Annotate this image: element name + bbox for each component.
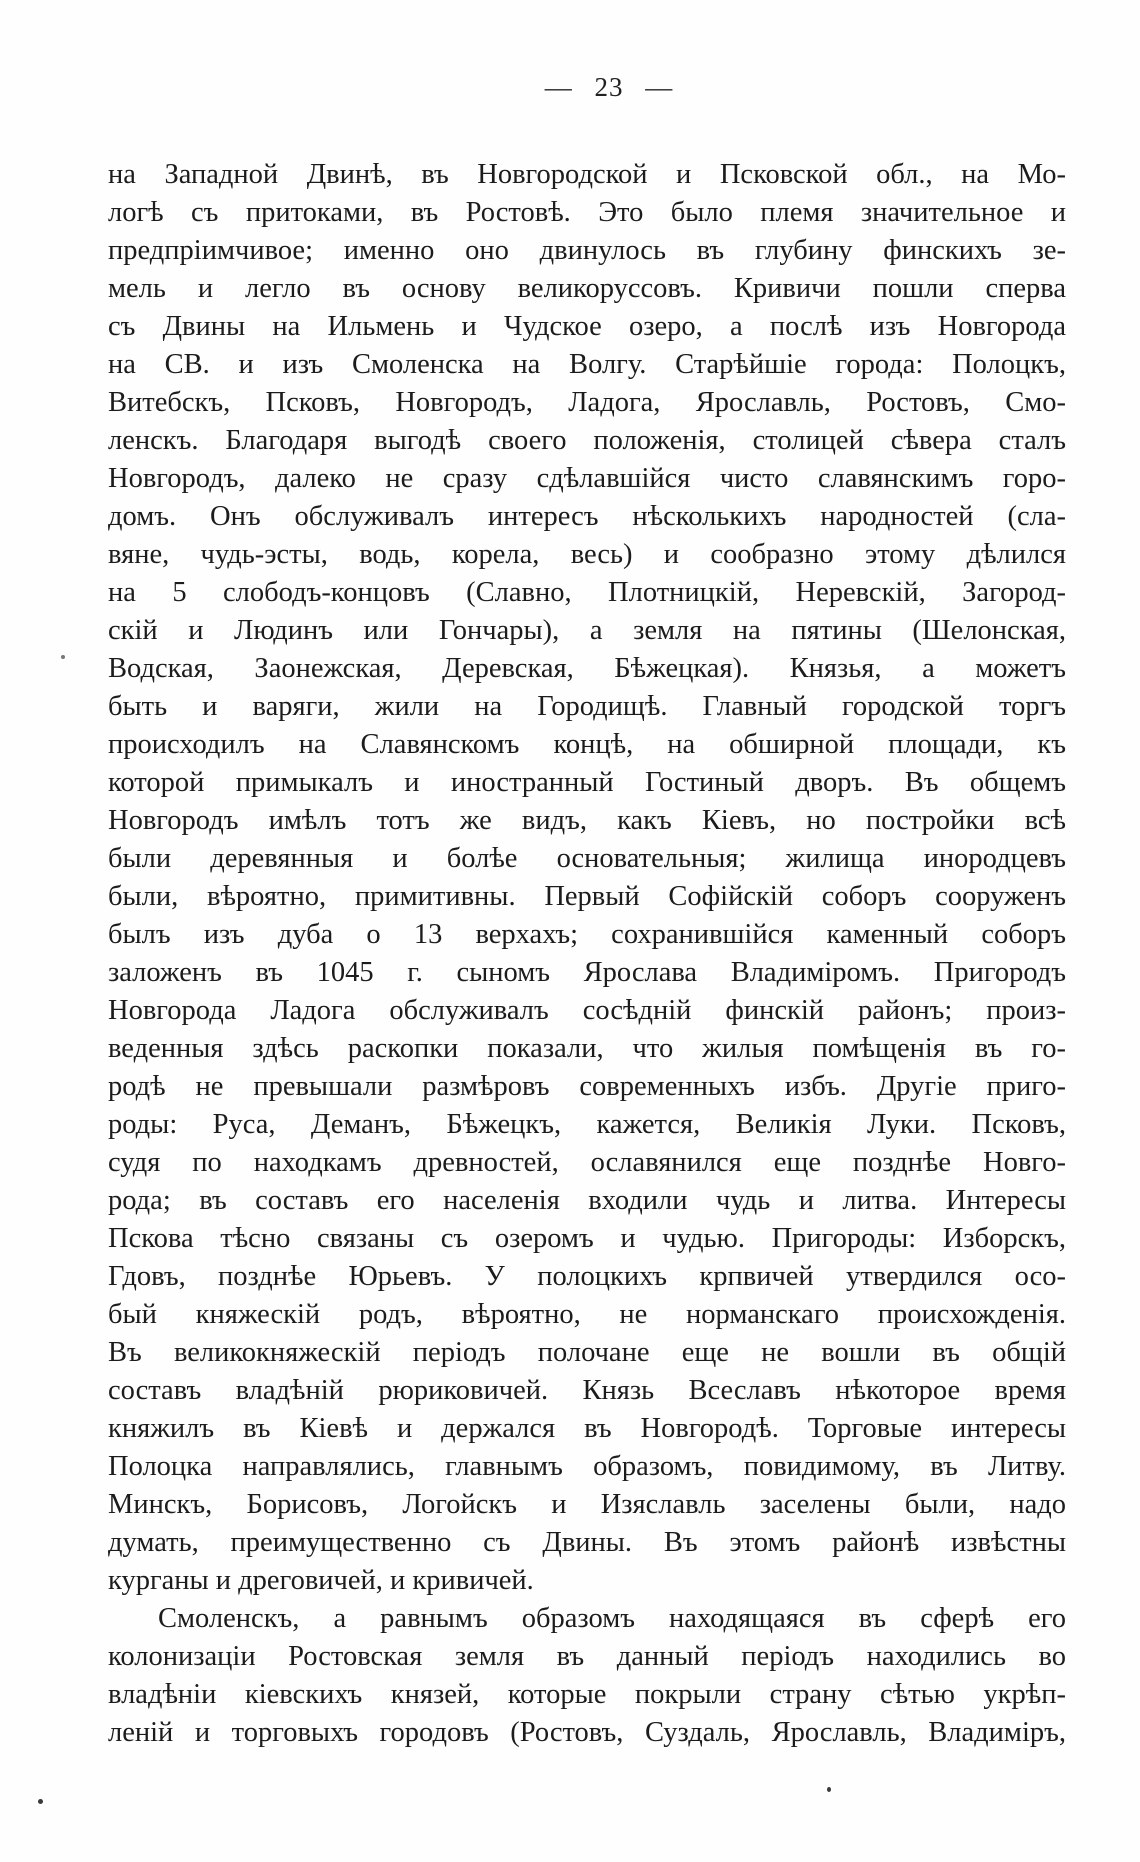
text-line: курганы и дреговичей, и кривичей. bbox=[108, 1565, 534, 1596]
text-line: рода; въ составъ его населенія входили чудь и литва. Интересы bbox=[108, 1185, 1066, 1216]
text-line: судя по находкамъ древностей, ославянился еще позднѣе Новго- bbox=[108, 1147, 1066, 1178]
text-line: на Западной Двинѣ, въ Новгородской и Псковской обл., на Мо- bbox=[108, 159, 1066, 190]
text-line: вяне, чудь-эсты, водь, корела, весь) и сообразно этому дѣлился bbox=[108, 539, 1066, 570]
scan-speck bbox=[38, 1799, 43, 1804]
text-line: колонизаціи Ростовская земля въ данный періодъ находились во bbox=[108, 1641, 1066, 1672]
text-line: мель и легло въ основу великоруссовъ. Кривичи пошли сперва bbox=[108, 273, 1066, 304]
text-line: былъ изъ дуба о 13 верхахъ; сохранившійся каменный соборъ bbox=[108, 919, 1066, 950]
text-line: Смоленскъ, а равнымъ образомъ находящаяся въ сферѣ его bbox=[158, 1603, 1066, 1634]
text-line: логѣ съ притоками, въ Ростовѣ. Это было племя значительное и bbox=[108, 197, 1066, 228]
text-line: княжилъ въ Кіевѣ и держался въ Новгородѣ. Торговые интересы bbox=[108, 1413, 1066, 1444]
text-line: Новгородъ, далеко не сразу сдѣлавшійся чисто славянскимъ горо- bbox=[108, 463, 1066, 494]
text-line: ленскъ. Благодаря выгодѣ своего положенія, столицей сѣвера сталъ bbox=[108, 425, 1066, 456]
text-line: Полоцка направлялись, главнымъ образомъ, повидимому, въ Литву. bbox=[108, 1451, 1066, 1482]
text-line: на СВ. и изъ Смоленска на Волгу. Старѣйшіе города: Полоцкъ, bbox=[108, 349, 1066, 380]
text-line: леній и торговыхъ городовъ (Ростовъ, Суздаль, Ярославль, Владиміръ, bbox=[108, 1717, 1066, 1748]
text-line: которой примыкалъ и иностранный Гостиный дворъ. Въ общемъ bbox=[108, 767, 1066, 798]
page-text bbox=[108, 156, 1066, 1752]
text-line: были деревянныя и болѣе основательныя; жилища инородцевъ bbox=[108, 843, 1066, 874]
text-line: составъ владѣній рюриковичей. Князь Всеславъ нѣкоторое время bbox=[108, 1375, 1066, 1406]
text-line: веденныя здѣсь раскопки показали, что жилыя помѣщенія въ го- bbox=[108, 1033, 1066, 1064]
text-line: Витебскъ, Псковъ, Новгородъ, Ладога, Ярославль, Ростовъ, Смо- bbox=[108, 387, 1066, 418]
text-line: роды: Руса, Деманъ, Бѣжецкъ, кажется, Великія Луки. Псковъ, bbox=[108, 1109, 1066, 1140]
text-line: съ Двины на Ильмень и Чудское озеро, а послѣ изъ Новгорода bbox=[108, 311, 1066, 342]
text-line: Въ великокняжескій періодъ полочане еще не вошли въ общій bbox=[108, 1337, 1066, 1368]
text-line: были, вѣроятно, примитивны. Первый Софійскій соборъ сооруженъ bbox=[108, 881, 1066, 912]
scan-speck bbox=[61, 655, 65, 659]
text-line: владѣніи кіевскихъ князей, которые покрыли страну сѣтью укрѣп- bbox=[108, 1679, 1066, 1710]
text-line: домъ. Онъ обслуживалъ интересъ нѣсколькихъ народностей (сла- bbox=[108, 501, 1066, 532]
page-number: — 23 — bbox=[544, 72, 674, 102]
text-line: бый княжескій родъ, вѣроятно, не норманскаго происхожденія. bbox=[108, 1299, 1066, 1330]
text-line: Новгорода Ладога обслуживалъ сосѣдній финскій районъ; произ- bbox=[108, 995, 1066, 1026]
text-line: Новгородъ имѣлъ тотъ же видъ, какъ Кіевъ, но постройки всѣ bbox=[108, 805, 1066, 836]
text-line: Пскова тѣсно связаны съ озеромъ и чудью. Пригороды: Изборскъ, bbox=[108, 1223, 1066, 1254]
scan-speck bbox=[827, 1787, 831, 1792]
text-line: на 5 слободъ-концовъ (Славно, Плотницкій, Неревскій, Загород- bbox=[108, 577, 1066, 608]
text-line: быть и варяги, жили на Городищѣ. Главный городской торгъ bbox=[108, 691, 1066, 722]
text-line: предпріимчивое; именно оно двинулось въ глубину финскихъ зе- bbox=[108, 235, 1066, 266]
text-line: скій и Людинъ или Гончары), а земля на пятины (Шелонская, bbox=[108, 615, 1066, 646]
text-line: заложенъ въ 1045 г. сыномъ Ярослава Владиміромъ. Пригородъ bbox=[108, 957, 1066, 988]
text-line: Гдовъ, позднѣе Юрьевъ. У полоцкихъ крпвичей утвердился осо- bbox=[108, 1261, 1066, 1292]
text-line: думать, преимущественно съ Двины. Въ этомъ районѣ извѣстны bbox=[108, 1527, 1066, 1558]
text-line: родѣ не превышали размѣровъ современныхъ избъ. Другіе приго- bbox=[108, 1071, 1066, 1102]
text-line: происходилъ на Славянскомъ концѣ, на обширной площади, къ bbox=[108, 729, 1066, 760]
text-line: Минскъ, Борисовъ, Логойскъ и Изяславль заселены были, надо bbox=[108, 1489, 1066, 1520]
text-line: Водская, Заонежская, Деревская, Бѣжецкая). Князья, а можетъ bbox=[108, 653, 1066, 684]
